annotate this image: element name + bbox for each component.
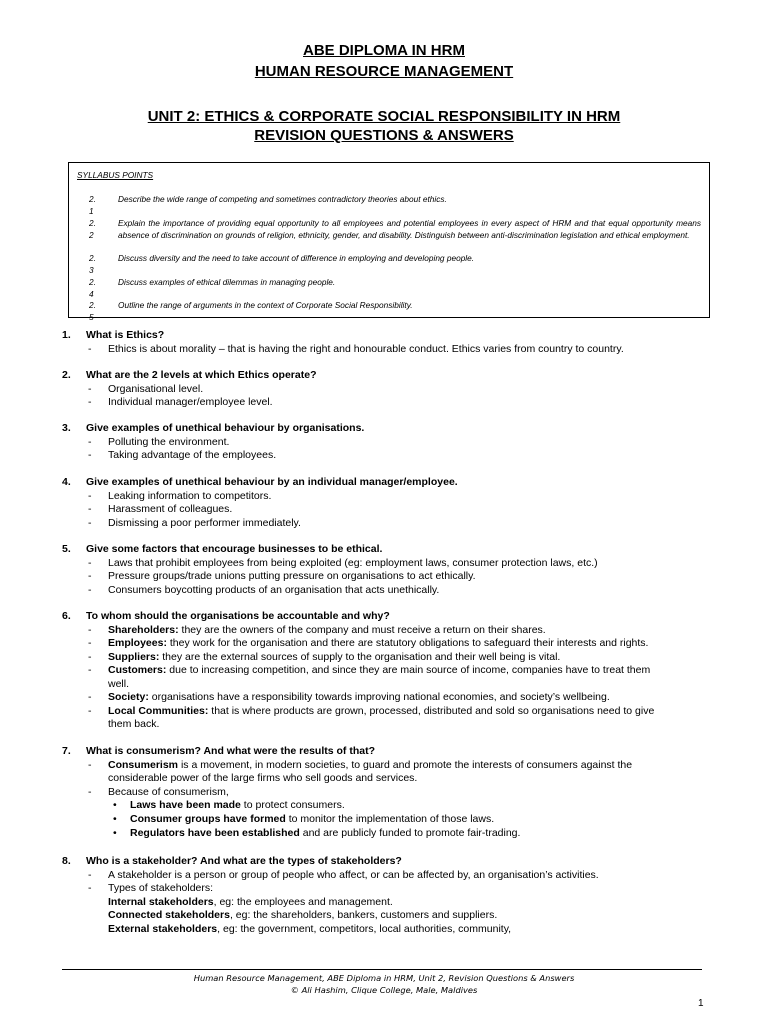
syllabus-num: 2. 2 xyxy=(89,218,96,240)
question-number: 7. xyxy=(62,745,71,757)
question-text: To whom should the organisations be accountable and why? xyxy=(86,610,390,622)
footer-rule xyxy=(62,969,702,970)
syllabus-num: 2. 5 xyxy=(89,300,96,322)
page-number: 1 xyxy=(698,998,704,1009)
question-text: Give examples of unethical behaviour by organisations. xyxy=(86,422,365,434)
question-number: 3. xyxy=(62,422,71,434)
question-number: 4. xyxy=(62,476,71,488)
unit-subtitle: REVISION QUESTIONS & ANSWERS xyxy=(254,127,514,144)
question-text: What is Ethics? xyxy=(86,329,165,341)
syllabus-title: SYLLABUS POINTS xyxy=(77,170,154,180)
question-number: 6. xyxy=(62,610,71,622)
question-text: Who is a stakeholder? And what are the types of stakeholders? xyxy=(86,855,402,867)
doc-subtitle: HUMAN RESOURCE MANAGEMENT xyxy=(254,63,514,80)
question-text: Give examples of unethical behaviour by an individual manager/employee. xyxy=(86,476,458,488)
syllabus-text: Discuss examples of ethical dilemmas in managing people. xyxy=(118,277,336,287)
question-number: 1. xyxy=(62,329,71,341)
syllabus-box xyxy=(68,162,710,322)
unit-title: UNIT 2: ETHICS & CORPORATE SOCIAL RESPONSIBILITY IN HRM xyxy=(147,108,621,125)
syllabus-num: 2. 3 xyxy=(89,253,96,275)
question-number: 5. xyxy=(62,543,71,555)
document-page: ABE DIPLOMA IN HRM HUMAN RESOURCE MANAGEMENT UNIT 2: ETHICS & CORPORATE SOCIAL RESPONSIBILITY IN HRM REVISION QUESTIONS & ANSWERS SYLLABUS POINTS 2. 1 Describe the wide range of competing and sometimes contradictory theories about ethics. 2. 2 Explain the importance of providing equal opportunity to all employees and potential employees in every aspect of HRM and that equal opportunity means absence of discrimination on grounds of religion, ethnicity, gender, and disability. Distinguish between anti-discrimination legislation and ethical employment. 2. 3 Discuss diversity and the need to take account of difference in employing and developing people. 2. 4 Discuss examples of ethical dilemmas in managing people. 2. 5 Outline the range of arguments in the context of Corporate Social Responsibility. 1. What is Ethics? - Ethics is about morality – that is having the right and honourable conduct. Ethics varies from country to country. 2. What are the 2 levels at which Ethics operate? - Organisational level. - Individual manager/employee level. 3. Give examples of unethical behaviour by organisations. - Polluting the environment. - Taking advantage of the employees. 4. Give examples of unethical behaviour by an individual manager/employee. - Leaking information to competitors. - Harassment of colleagues. - Dismissing a poor performer immediately. 5. Give some factors that encourage businesses to be ethical. - Laws that prohibit employees from being exploited (eg: employment laws, consumer protection laws, etc.) - Pressure groups/trade unions putting pressure on organisations to act ethically. - Consumers boycotting products of an organisation that acts unethically. 6. To whom should the organisations be accountable and why? - Shareholders: they are the owners of the company and must receive a return on their shares. - Employees: they work for the organisation and there are statutory obligations to safeguard their interests and rights. - Suppliers: they are the external sources of supply to the organisation and their well being is vital. - Customers: due to increasing competition, and since they are main source of income, companies have to treat them well. - Society: organisations have a responsibility towards improving national economies, and society’s wellbeing. - Local Communities: that is where products are grown, processed, distributed and sold so organisations need to give them back. 7. What is consumerism? And what were the results of that? - Consumerism is a movement, in modern societies, to guard and promote the interests of consumers against the considerable power of the large firms who sell goods and services. - Because of consumerism, • Laws have been made to protect consumers. • Consumer groups have formed to monitor the implementation of those laws. • Regulators have been established and are publicly funded to promote fair-trading. 8. Who is a stakeholder? And what are the types of stakeholders? - A stakeholder is a person or group of people who affect, or can be affected by, an organisation’s activities. - Types of stakeholders: Internal stakeholders, eg: the employees and management. Connected stakeholders, eg: the shareholders, bankers, customers and suppliers. External stakeholders, eg: the government, competitors, local authorities, community, Human Resource Management, ABE Diploma in HRM, Unit 2, Revision Questions & Answers © Ali Hashim, Clique College, Male, Maldives 1 xyxy=(0,0,768,1024)
doc-title: ABE DIPLOMA IN HRM xyxy=(303,42,465,59)
syllabus-text: Describe the wide range of competing and sometimes contradictory theories about ethics. xyxy=(118,194,447,204)
question-text: What are the 2 levels at which Ethics operate? xyxy=(86,369,317,381)
syllabus-text: Outline the range of arguments in the context of Corporate Social Responsibility. xyxy=(118,300,413,310)
syllabus-text: Discuss diversity and the need to take account of difference in employing and developing people. xyxy=(118,253,475,263)
footer-line-1: Human Resource Management, ABE Diploma in HRM, Unit 2, Revision Questions & Answers xyxy=(193,973,575,983)
syllabus-num: 2. 4 xyxy=(89,277,96,299)
question-text: Give some factors that encourage businesses to be ethical. xyxy=(86,543,383,555)
question-text: What is consumerism? And what were the results of that? xyxy=(86,745,375,757)
footer-line-2: © Ali Hashim, Clique College, Male, Maldives xyxy=(290,985,478,995)
syllabus-text: Explain the importance of providing equal opportunity to all employees and potential employees in every aspect of HRM and that equal opportunity means absence of discrimination on grounds of religion, ethnicity, gender, and disability. Distinguish between anti-discrimination legislation and ethical employment. xyxy=(118,218,701,240)
question-number: 8. xyxy=(62,855,71,867)
syllabus-num: 2. 1 xyxy=(89,194,96,216)
question-number: 2. xyxy=(62,369,71,381)
